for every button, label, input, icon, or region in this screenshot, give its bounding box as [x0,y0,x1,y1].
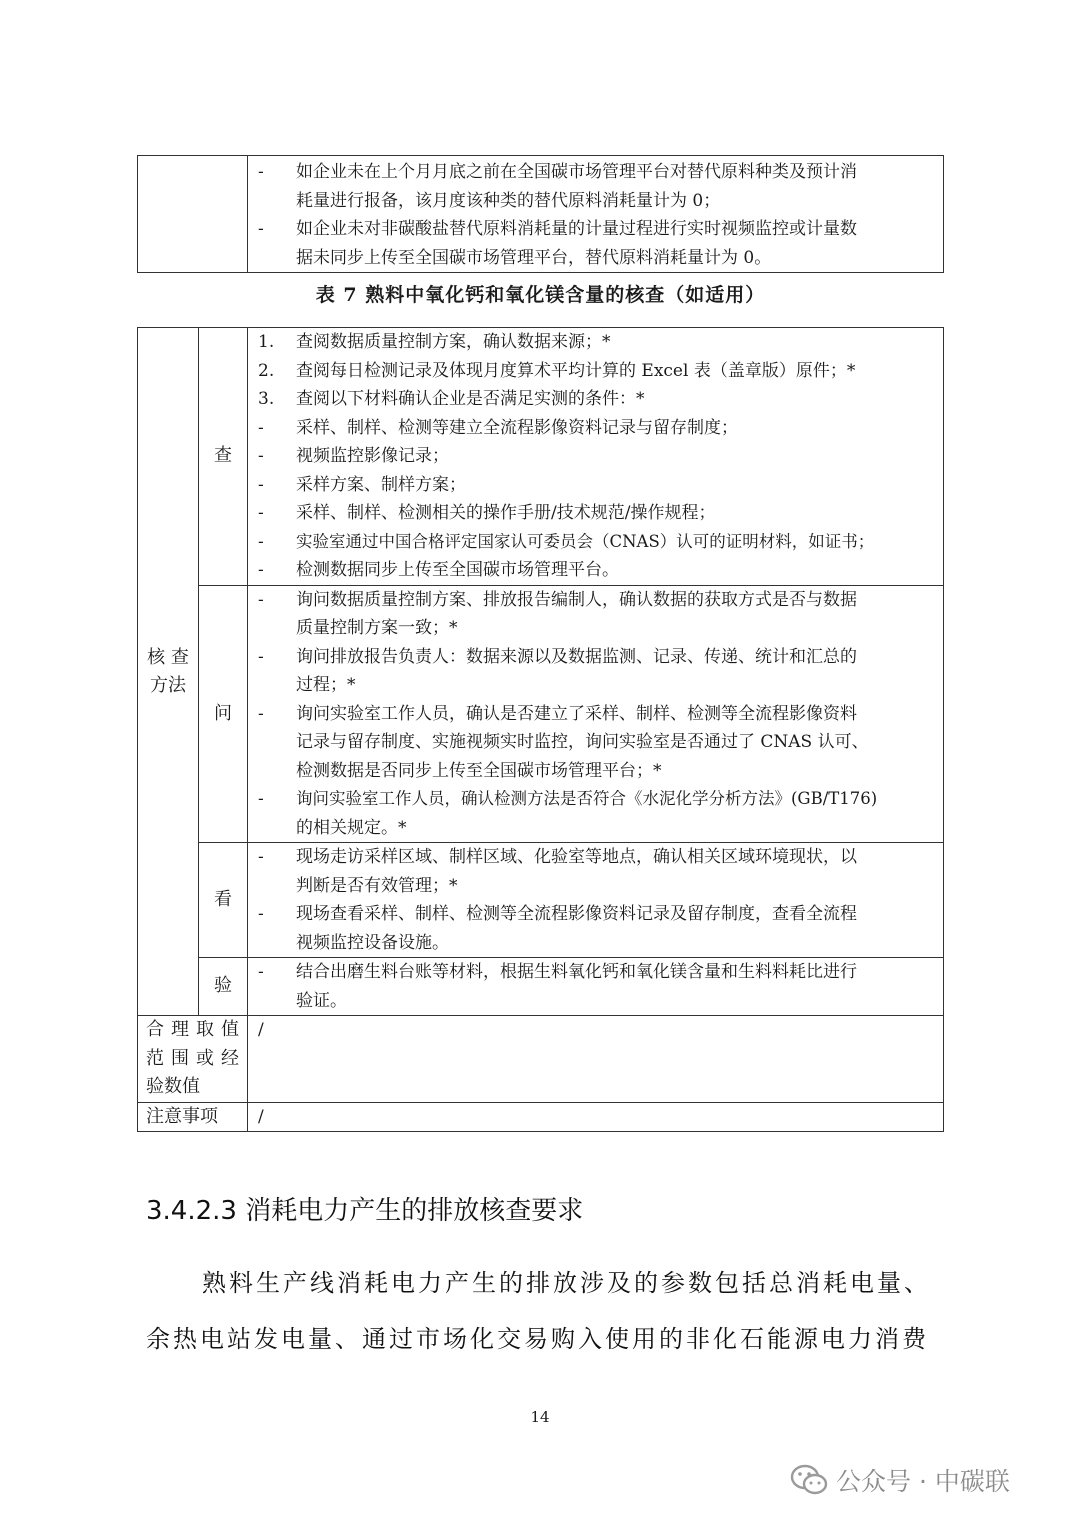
range-value: / [248,1016,944,1103]
list-item-cont: 据未同步上传至全国碳市场管理平台，替代原料消耗量计为 0。 [296,247,772,268]
paragraph-line-2: 余热电站发电量、通过市场化交易购入使用的非化石能源电力消费 [146,1325,929,1353]
list-item-cont: 的相关规定。* [296,817,407,838]
verification-table [137,327,944,1132]
content-cell [248,156,944,273]
table-row [138,156,944,273]
list-item: 3. 查阅以下材料确认企业是否满足实测的条件：* [258,389,645,409]
yan-items [248,958,944,1016]
list-item: 1. 查阅数据质量控制方案，确认数据来源；* [258,332,611,352]
range-label: 合 理 取 值 范 围 或 经 验数值 [138,1016,248,1103]
list-item-cont: 检测数据是否同步上传至全国碳市场管理平台；* [296,760,662,781]
list-item: - 采样、制样、检测等建立全流程影像资料记录与留存制度； [258,417,738,438]
list-item: - 现场走访采样区域、制样区域、化验室等地点，确认相关区域环境现状，以 [258,847,857,867]
notes-label: 注意事项 [138,1102,248,1132]
body-paragraph [146,1255,946,1367]
kan-items [248,843,944,958]
table-caption: 表 7 熟料中氧化钙和氧化镁含量的核查（如适用） [315,284,766,306]
notes-value: / [248,1102,944,1132]
watermark-text: 公众号 · 中碳联 [836,1467,1010,1496]
list-item-cont: 视频监控设备设施。 [296,932,449,953]
list-item: - 实验室通过中国合格评定国家认可委员会（CNAS）认可的证明材料，如证书； [258,531,875,552]
list-item: - 采样、制样、检测相关的操作手册/技术规范/操作规程； [258,503,716,523]
table-row-cha [138,328,944,586]
table-row-wen [138,585,944,843]
page-number: 14 [530,1408,550,1426]
list-item-cont: 记录与留存制度、实施视频实时监控，询问实验室是否通过了 CNAS 认可、 [296,732,869,752]
list-item: - 视频监控影像记录； [258,446,449,466]
list-item: - 询问数据质量控制方案、排放报告编制人，确认数据的获取方式是否与数据 [258,589,857,610]
section-heading: 3.4.2.3 消耗电力产生的排放核查要求 [146,1196,584,1226]
wen-items [248,585,944,843]
list-item: - 采样方案、制样方案； [258,474,466,495]
cha-label: 查 [199,328,248,586]
list-item-cont: 验证。 [296,990,347,1011]
wen-label: 问 [199,585,248,843]
paragraph-line-1: 熟料生产线消耗电力产生的排放涉及的参数包括总消耗电量、 [202,1269,931,1297]
list-item: - 如企业未对非碳酸盐替代原料消耗量的计量过程进行实时视频监控或计量数 [258,219,857,239]
list-item: - 询问实验室工作人员，确认是否建立了采样、制样、检测等全流程影像资料 [258,703,857,724]
list-item-cont: 质量控制方案一致；* [296,618,458,638]
watermark [790,1462,1010,1498]
table-row-yan [138,958,944,1016]
wechat-icon [790,1463,828,1497]
table-row-notes [138,1102,944,1132]
list-item-cont: 判断是否有效管理；* [296,875,458,896]
table-row-kan [138,843,944,958]
previous-table [137,155,944,273]
list-item-cont: 过程；* [296,675,356,695]
list-item: - 结合出磨生料台账等材料，根据生料氧化钙和氧化镁含量和生料料耗比进行 [258,962,857,982]
list-item: - 如企业未在上个月月底之前在全国碳市场管理平台对替代原料种类及预计消 [258,162,857,182]
list-item: - 现场查看采样、制样、检测等全流程影像资料记录及留存制度，查看全流程 [258,904,857,924]
list-item: - 检测数据同步上传至全国碳市场管理平台。 [258,560,619,580]
table-row-range [138,1016,944,1103]
empty-label-cell [138,156,248,273]
list-item: - 询问排放报告负责人：数据来源以及数据监测、记录、传递、统计和汇总的 [258,646,857,667]
list-item: 2. 查阅每日检测记录及体现月度算术平均计算的 Excel 表（盖章版）原件；* [258,360,856,381]
list-item: - 询问实验室工作人员，确认检测方法是否符合《水泥化学分析方法》(GB/T176) [258,789,878,809]
cha-items [248,328,944,586]
kan-label: 看 [199,843,248,958]
method-label-cell: 核 查 方法 [138,328,199,1016]
yan-label: 验 [199,958,248,1016]
list-item-cont: 耗量进行报备，该月度该种类的替代原料消耗量计为 0； [296,190,721,211]
